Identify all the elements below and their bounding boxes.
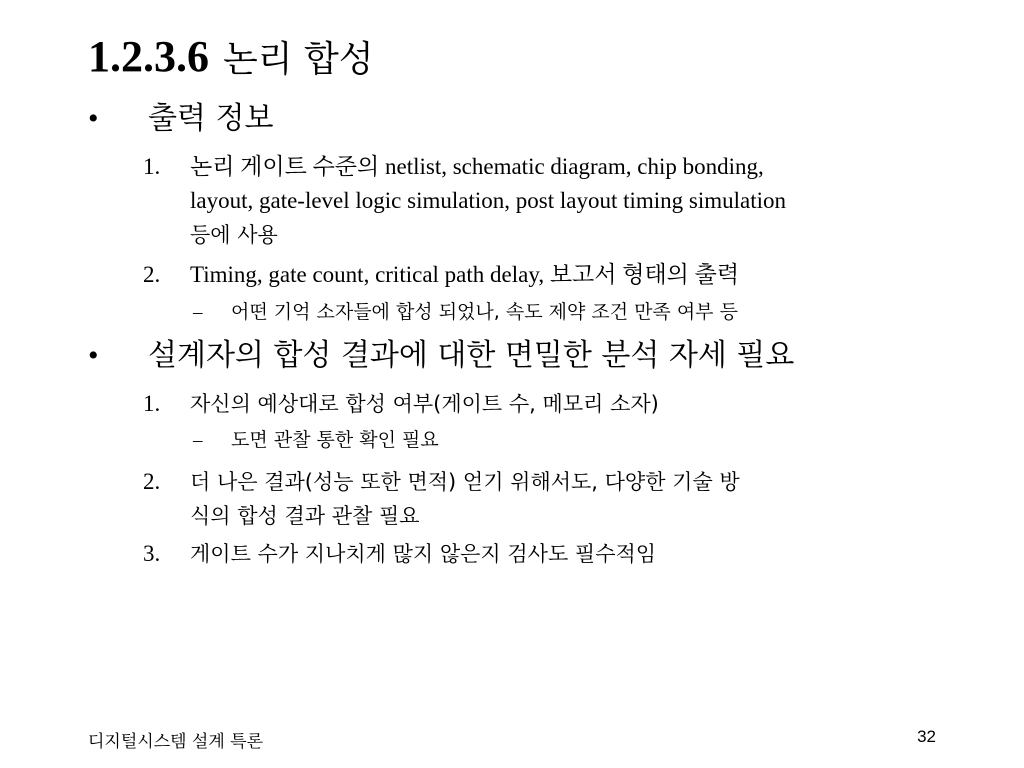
list-item-3 [143, 537, 943, 571]
title-number: 1.2.3.6 [88, 32, 209, 81]
list-item-1 [143, 387, 943, 421]
footer-course-title: 디지털시스템 설계 특론 [88, 732, 264, 752]
item-text-line-2: 식의 합성 결과 관찰 필요 [190, 504, 420, 528]
sub-item-text: 도면 관찰 통한 확인 필요 [231, 429, 439, 451]
bullet-output-info [88, 100, 273, 138]
item-text-line-2: layout, gate-level logic simulation, post layout timing simulation [190, 188, 787, 213]
sub-item [193, 426, 439, 455]
list-item-2 [143, 465, 943, 533]
item-text: 게이트 수가 지나치게 많지 않은지 검사도 필수적임 [190, 542, 657, 566]
bullet-heading: 설계자의 합성 결과에 대한 면밀한 분석 자세 필요 [148, 338, 795, 373]
list-item-1 [143, 150, 943, 252]
dash-marker: – [193, 302, 203, 323]
bullet-marker: • [88, 102, 99, 135]
list-item-2 [143, 258, 943, 292]
bullet-marker: • [88, 339, 99, 372]
item-number: 1. [143, 154, 161, 179]
item-number: 3. [143, 541, 161, 566]
page-number: 32 [917, 727, 936, 746]
item-number: 2. [143, 262, 161, 287]
item-text-line-1: 더 나은 결과(성능 또한 면적) 얻기 위해서도, 다양한 기술 방 [190, 470, 740, 494]
bullet-analysis [88, 337, 794, 375]
sub-item [193, 298, 738, 327]
title-text: 논리 합성 [223, 39, 374, 80]
item-number: 1. [143, 391, 161, 416]
item-text: Timing, gate count, critical path delay, 보고서 형태의 출력 [190, 262, 740, 287]
slide-title [88, 30, 374, 87]
item-text-line-1: 논리 게이트 수준의 netlist, schematic diagram, chip bonding, [190, 154, 764, 179]
item-text-line-3: 등에 사용 [190, 223, 278, 247]
bullet-heading: 출력 정보 [148, 101, 274, 136]
item-number: 2. [143, 469, 161, 494]
dash-marker: – [193, 430, 203, 451]
sub-item-text: 어떤 기억 소자들에 합성 되었나, 속도 제약 조건 만족 여부 등 [231, 301, 738, 323]
item-text: 자신의 예상대로 합성 여부(게이트 수, 메모리 소자) [190, 392, 659, 416]
